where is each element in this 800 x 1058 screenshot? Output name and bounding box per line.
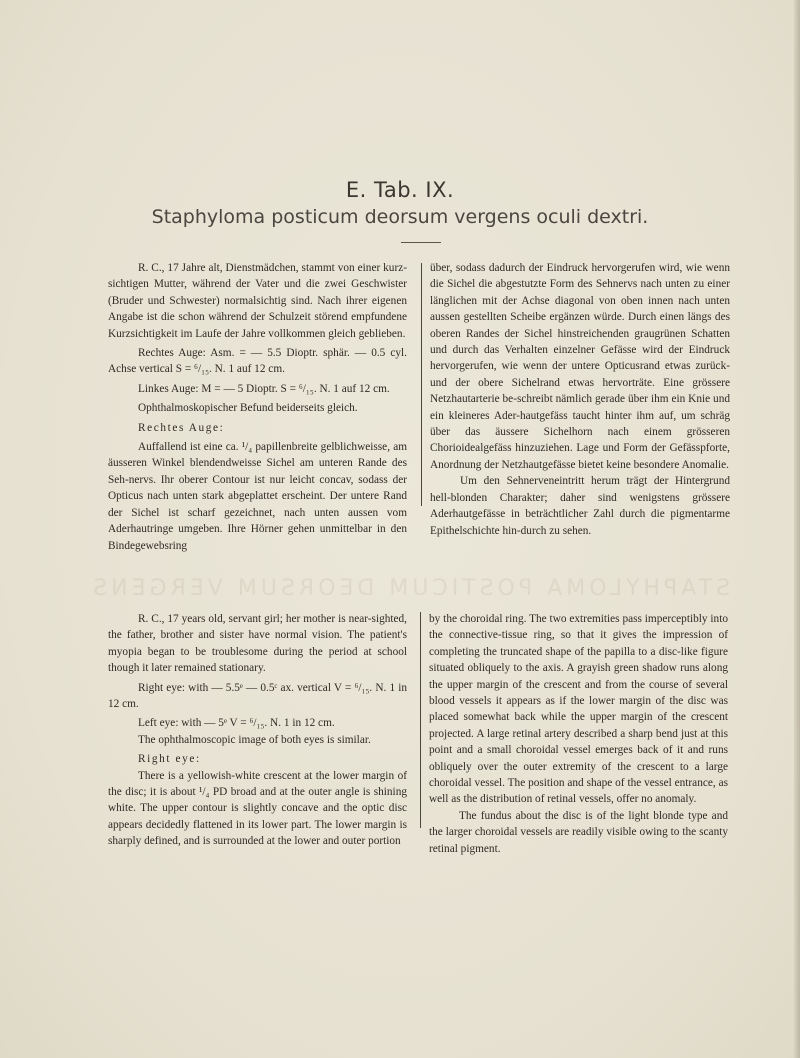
german-left-eye-refraction: Linkes Auge: M = — 5 Dioptr. S = ⁶/₁₅. N. 1 auf 12 cm. xyxy=(138,382,390,395)
english-description-continued: by the choroidal ring. The two extremities pass imperceptibly into the connective-tissue ring, so that it gives the impression of completing the truncated shape of the papilla to a disc-like figure situated obliquely to the axis. A grayish green shadow runs along the upper margin of the crescent and from the course of several blood vessels it appears as if the lower margin of the disc was placed somewhat back while the upper margin of the crescent projected. A large retinal artery described a sharp bend just at this point and a small choroidal vessel emerges back of it and runs obliquely over the outer extremity of the crescent to a large choroidal vessel. The position and shape of the vessel entrance, as well as the distribution of retinal vessels, offer no anomaly. xyxy=(429,613,728,806)
title-divider xyxy=(401,242,441,243)
page-edge xyxy=(794,0,800,1058)
english-left-eye-refraction: Left eye: with — 5ᵉ V = ⁶/₁₅. N. 1 in 12 cm. xyxy=(138,717,335,730)
plate-title: Staphyloma posticum deorsum vergens oculi dextri. xyxy=(151,206,649,228)
column-divider xyxy=(421,263,422,506)
german-case-history: R. C., 17 Jahre alt, Dienstmädchen, stammt von einer kurz-sichtigen Mutter, während der Vater und die zwei Geschwister (Bruder und Schwester) normalsichtig sind. Nach ihrer eigenen Angabe ist die schon während der Schulzeit störend empfundene Kurzsichtigkeit im Laufe der Jahre vollkommen gleich geblieben. xyxy=(108,262,407,340)
german-crescent-description: Auffallend ist eine ca. ¹/₄ papillenbreite gelblichweisse, am äusseren Winkel blendendweisse Sichel am unteren Rande des Seh-nervs. Ihr oberer Contour ist nur leicht concav, sodass der Opticus nach unten stark abgeplattet erscheint. Der untere Rand der Sichel ist scharf gezeichnet, nach unten aussen vom Aderhautringe umgeben. Ihre Hörner gehen unmittelbar in den Bindegewebsring xyxy=(108,441,407,552)
english-fundus-description: The fundus about the disc is of the light blonde type and the larger choroidal vessels are readily visible owing to the scanty retinal pigment. xyxy=(429,809,728,855)
german-description-continued: über, sodass dadurch der Eindruck hervorgerufen wird, wie wenn die Sichel die abgestutzte Form des Sehnervs nach unten zu einer länglichen mit der Achse diagonal von oben innen nach unten aussen gestellten Scheibe ergänzen würde. Durch einen längs des oberen Randes der Sichel hinstreichenden graugrünen Schatten und durch das Verhalten einzelner Gefässe wird der Eindruck hervorgerufen, wie wenn der untere Opticusrand etwas zurück- und der obere Sichelrand etwas hervorträte. Eine grössere Netzhautarterie be-schreibt nämlich gerade über ihm ein Knie und ein kleineres Ader-hautgefäss taucht hinter ihm auf, um schräg über das äussere Sichelhorn nach einem grösseren Chorioidealgefäss hinzuziehen. Lage und Form der Gefässpforte, Anordnung der Netzhautgefässe bietet keine besondere Anomalie. xyxy=(430,262,730,471)
english-case-history: R. C., 17 years old, servant girl; her mother is near-sighted, the father, brother and sister have normal vision. The patient's myopia began to be troublesome during the period at school though it later remained stationary. xyxy=(108,613,407,675)
english-right-eye-refraction: Right eye: with — 5.5ᵉ — 0.5ᶜ ax. vertical V = ⁶/₁₅. N. 1 in 12 cm. xyxy=(108,681,407,711)
english-right-eye-heading: Right eye: xyxy=(138,753,201,766)
german-ophthalmoscopic-finding: Ophthalmoskopischer Befund beiderseits gleich. xyxy=(138,402,358,415)
english-ophthalmoscopic-finding: The ophthalmoscopic image of both eyes is similar. xyxy=(138,733,371,746)
english-crescent-description: There is a yellowish-white crescent at the lower margin of the disc; it is about ¹/₄ PD broad and at the outer angle is shining white. The upper contour is slightly concave and the optic disc appears decidedly flattened in its lower part. The lower margin is sharply defined, and is surrounded at the lower and outer portion xyxy=(108,769,407,848)
german-right-eye-heading: Rechtes Auge: xyxy=(138,421,225,434)
german-fundus-description: Um den Sehnerveneintritt herum trägt der Hintergrund hell-blonden Charakter; daher sind wenigstens grössere Aderhautgefässe in beträchtlicher Zahl durch die pigmentarme Epithelschichte hin-durch zu sehen. xyxy=(430,475,730,537)
plate-number: E. Tab. IX. xyxy=(345,178,455,202)
english-right-column xyxy=(429,611,728,857)
german-right-column xyxy=(430,260,730,539)
german-right-eye-refraction: Rechtes Auge: Asm. = — 5.5 Dioptr. sphär. — 0.5 cyl. Achse vertical S = ⁶/₁₅. N. 1 auf 12 cm. xyxy=(108,347,407,376)
column-divider xyxy=(420,612,421,828)
english-left-column xyxy=(108,611,407,850)
show-through-text: STAPHYLOMA POSTICUM DEORSUM VERGENS xyxy=(89,576,730,601)
german-left-column xyxy=(108,260,407,554)
